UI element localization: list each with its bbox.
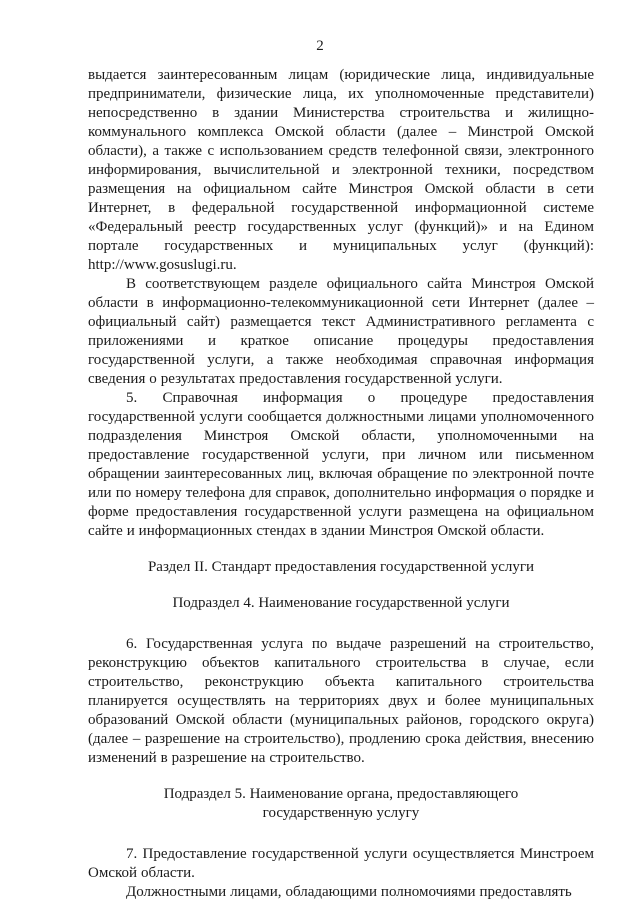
section-2-heading: Раздел II. Стандарт предоставления государственной услуги (147, 559, 535, 575)
paragraph-6: 6. Государственная услуга по выдаче разрешений на строительство, реконструкцию объектов капитального строительства в случае, если строительство, реконструкцию объекта капитального строительства планируется осуществлять на территориях двух и более муниципальных образований Омской области (муниципальных районов, городского округа) (далее – разрешение на строительство), продлению срока действия, внесению изменений в разрешение на строительство. (88, 636, 594, 766)
paragraph-7: 7. Предоставление государственной услуги осуществляется Минстроем Омской области. (88, 846, 594, 881)
paragraph-5: 5. Справочная информация о процедуре предоставления государственной услуги сообщается должностными лицами уполномоченного подразделения Минстроя Омской области, уполномоченными на предоставление государственной услуги, при личном или письменном обращении заинтересованных лиц, включая обращение по электронной почте или по номеру телефона для справок, дополнительно информация о порядке и форме предоставления государственной услуги размещена на официальном сайте и информационных стендах в здании Минстроя Омской области. (88, 390, 594, 539)
paragraph-official-site: В соответствующем разделе официального сайта Минстроя Омской области в информационно-телекоммуникационной сети Интернет (далее – официальный сайт) размещается текст Административного регламента с приложениями и краткое описание процедуры предоставления государственной услуги, а также необходимая справочная информация сведения о результатах предоставления государственной услуги. (88, 276, 594, 387)
page-number: 2 (316, 38, 324, 54)
subsection-5-heading-line1: Подраздел 5. Наименование органа, предоставляющего (163, 786, 519, 802)
paragraph-officials: Должностными лицами, обладающими полномочиями предоставлять (126, 884, 572, 900)
document-body (88, 66, 594, 902)
subsection-5-heading-line2: государственную услугу (262, 805, 420, 821)
paragraph-continuation: выдается заинтересованным лицам (юридические лица, индивидуальные предприниматели, физические лица, их уполномоченные представители) непосредственно в здании Министерства строительства и жилищно-коммунального комплекса Омской области (далее – Минстрой Омской области), а также с использованием средств телефонной связи, электронного информирования, вычислительной и электронной техники, посредством размещения на официальном сайте Минстроя Омской области в сети Интернет, в федеральной государственной информационной системе «Федеральный реестр государственных услуг (функций)» и на Едином портале государственных и муниципальных услуг (функций): http://www.gosuslugi.ru. (88, 67, 594, 273)
subsection-4-heading: Подраздел 4. Наименование государственной услуги (172, 595, 510, 611)
